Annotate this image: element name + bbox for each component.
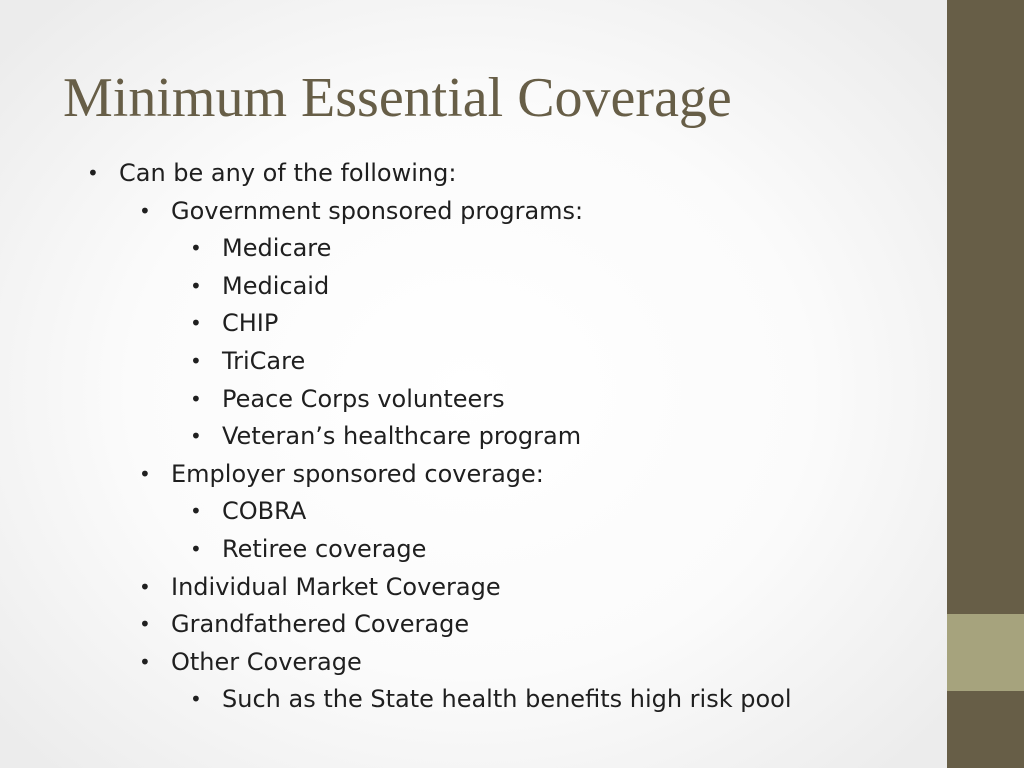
bullet-text: Individual Market Coverage: [171, 572, 501, 601]
bullet-marker: •: [139, 612, 151, 637]
bullet-text: Other Coverage: [171, 647, 362, 676]
bullet-marker: •: [190, 273, 202, 298]
bullet-marker: •: [87, 161, 99, 185]
bullet-marker: •: [190, 499, 202, 524]
decorative-side-bar-accent: [947, 614, 1024, 691]
bullet-text: TriCare: [222, 346, 306, 375]
bullet-marker: •: [139, 198, 151, 223]
bullet-marker: •: [190, 424, 202, 449]
bullet-text: Government sponsored programs:: [171, 196, 584, 225]
bullet-text: COBRA: [222, 497, 307, 526]
bullet-marker: •: [190, 311, 202, 336]
bullet-text: Peace Corps volunteers: [222, 384, 505, 413]
bullet-marker: •: [190, 348, 202, 373]
bullet-text: Veteran’s healthcare program: [222, 422, 582, 451]
bullet-marker: •: [190, 687, 202, 712]
bullet-text: Medicare: [222, 234, 332, 263]
bullet-text: Such as the State health benefits high risk pool: [222, 685, 792, 714]
bullet-marker: •: [139, 574, 151, 599]
bullet-text: Retiree coverage: [222, 534, 427, 563]
bullet-marker: •: [190, 536, 202, 561]
bullet-marker: •: [139, 461, 151, 486]
slide-title: Minimum Essential Coverage: [63, 67, 732, 129]
bullet-marker: •: [190, 236, 202, 261]
bullet-text: Grandfathered Coverage: [171, 610, 470, 639]
bullet-marker: •: [190, 386, 202, 411]
bullet-text: Can be any of the following:: [119, 159, 457, 187]
bullet-text: Employer sponsored coverage:: [171, 459, 544, 488]
bullet-marker: •: [139, 649, 151, 674]
bullet-text: Medicaid: [222, 271, 330, 300]
bullet-text: CHIP: [222, 309, 279, 338]
decorative-side-bar: [947, 0, 1024, 768]
